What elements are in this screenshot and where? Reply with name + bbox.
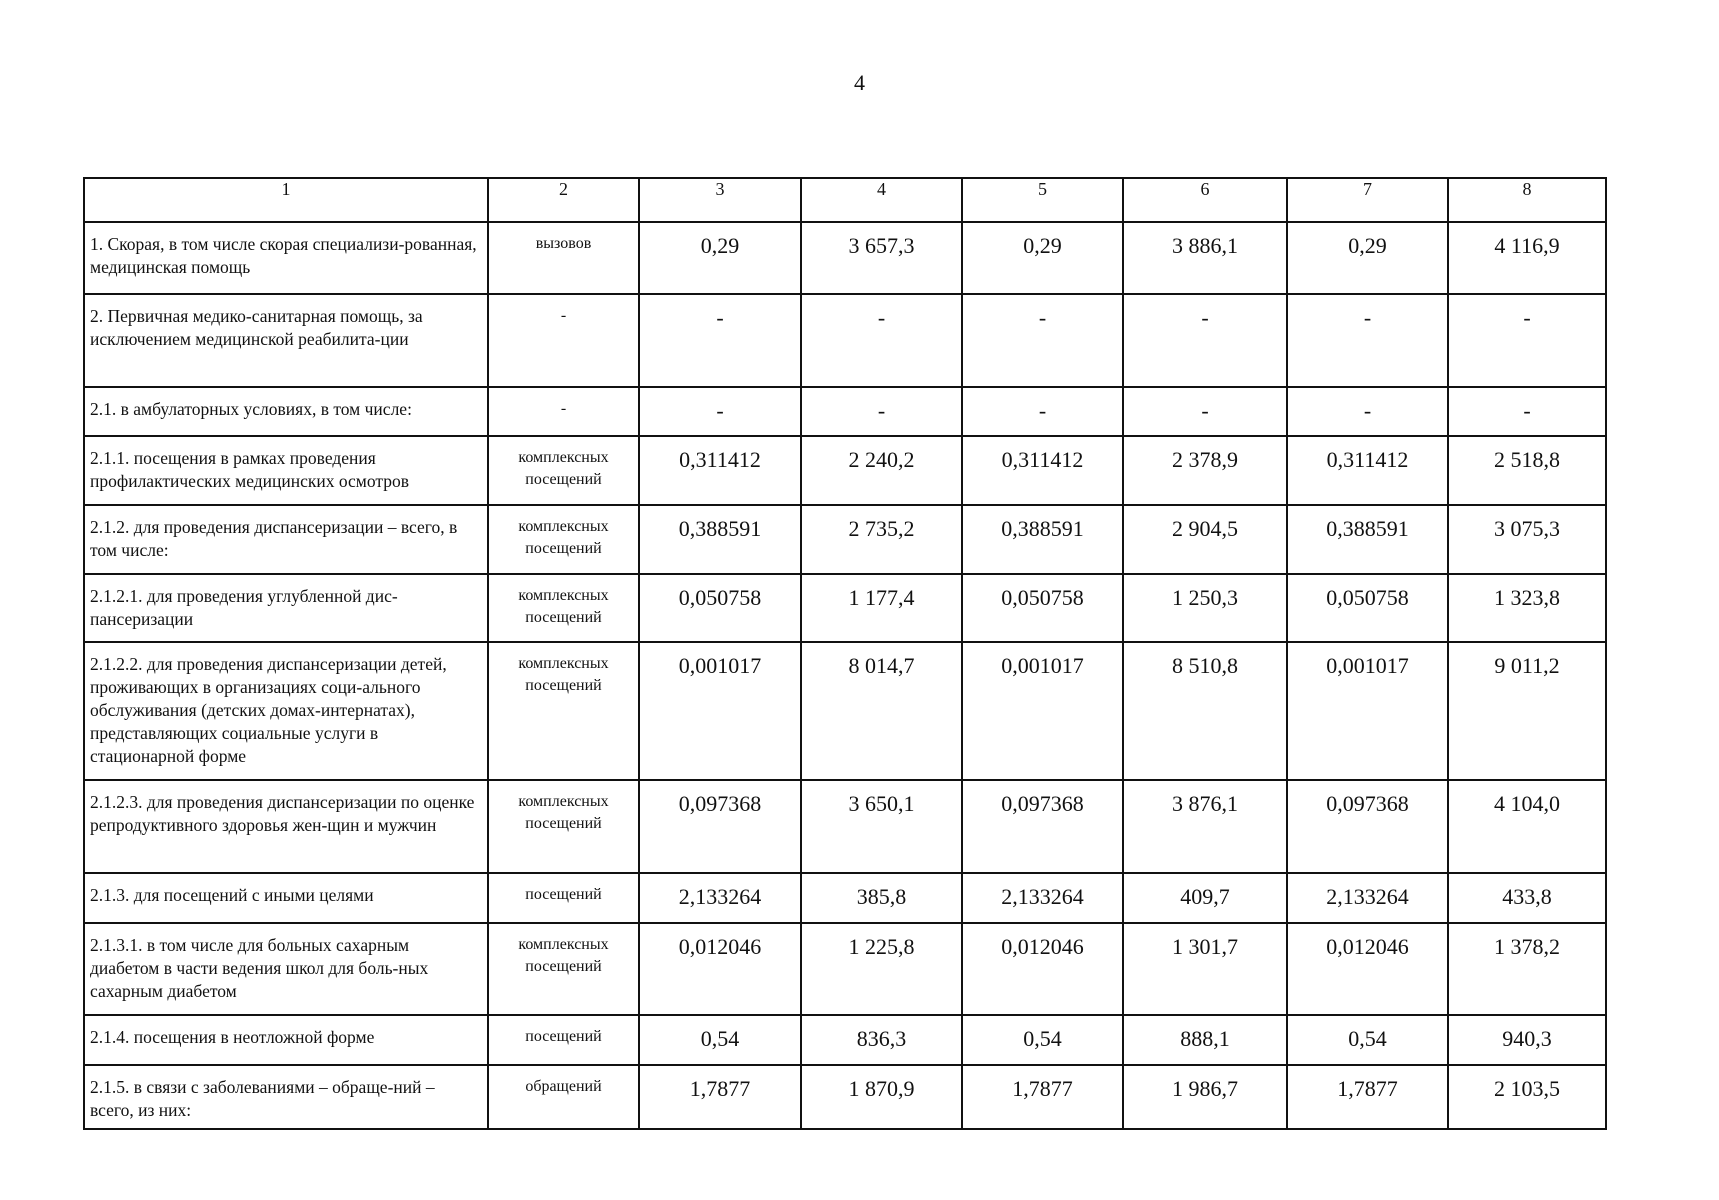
value-cell: - <box>801 294 962 387</box>
header-cell: 5 <box>962 178 1123 222</box>
value-cell: 0,311412 <box>962 436 1123 505</box>
data-table <box>83 177 1607 1130</box>
value-cell: 1,7877 <box>639 1065 801 1129</box>
header-cell: 6 <box>1123 178 1287 222</box>
value-cell: 1,7877 <box>1287 1065 1448 1129</box>
row-unit: вызовов <box>488 222 639 294</box>
value-cell: 3 650,1 <box>801 780 962 873</box>
value-cell: 3 657,3 <box>801 222 962 294</box>
row-name: 2.1.2.2. для проведения диспансеризации детей, проживающих в организациях соци-ального обслуживания (детских домах-интернатах), представляющих социальные услуги в стационарной форме <box>84 642 488 780</box>
row-name: 2.1.2.3. для проведения диспансеризации по оценке репродуктивного здоровья жен-щин и мужчин <box>84 780 488 873</box>
table-row <box>84 873 1606 923</box>
value-cell: 0,001017 <box>962 642 1123 780</box>
value-cell: 385,8 <box>801 873 962 923</box>
header-cell: 1 <box>84 178 488 222</box>
value-cell: - <box>1287 294 1448 387</box>
value-cell: 0,050758 <box>1287 574 1448 642</box>
value-cell: 1 986,7 <box>1123 1065 1287 1129</box>
value-cell: 2 735,2 <box>801 505 962 574</box>
value-cell: 0,54 <box>962 1015 1123 1065</box>
value-cell: 0,001017 <box>1287 642 1448 780</box>
value-cell: 2,133264 <box>962 873 1123 923</box>
table-row <box>84 222 1606 294</box>
header-row <box>84 178 1606 222</box>
value-cell: - <box>1123 294 1287 387</box>
row-unit: посещений <box>488 1015 639 1065</box>
value-cell: 1 323,8 <box>1448 574 1606 642</box>
value-cell: 2,133264 <box>639 873 801 923</box>
value-cell: 0,097368 <box>1287 780 1448 873</box>
value-cell: 0,050758 <box>639 574 801 642</box>
value-cell: 2 904,5 <box>1123 505 1287 574</box>
value-cell: 0,012046 <box>1287 923 1448 1015</box>
row-name: 2.1.4. посещения в неотложной форме <box>84 1015 488 1065</box>
value-cell: 2,133264 <box>1287 873 1448 923</box>
value-cell: - <box>801 387 962 436</box>
value-cell: 1,7877 <box>962 1065 1123 1129</box>
value-cell: 1 301,7 <box>1123 923 1287 1015</box>
row-name: 2.1.5. в связи с заболеваниями – обраще-ний – всего, из них: <box>84 1065 488 1129</box>
table-row <box>84 436 1606 505</box>
value-cell: 0,29 <box>1287 222 1448 294</box>
value-cell: 2 240,2 <box>801 436 962 505</box>
value-cell: 3 075,3 <box>1448 505 1606 574</box>
value-cell: 0,311412 <box>1287 436 1448 505</box>
value-cell: 1 870,9 <box>801 1065 962 1129</box>
value-cell: 0,311412 <box>639 436 801 505</box>
row-unit: комплексных посещений <box>488 780 639 873</box>
header-cell: 8 <box>1448 178 1606 222</box>
row-unit: комплексных посещений <box>488 505 639 574</box>
table-row <box>84 387 1606 436</box>
value-cell: 409,7 <box>1123 873 1287 923</box>
value-cell: 888,1 <box>1123 1015 1287 1065</box>
value-cell: 0,29 <box>639 222 801 294</box>
value-cell: 1 177,4 <box>801 574 962 642</box>
header-cell: 3 <box>639 178 801 222</box>
value-cell: - <box>1287 387 1448 436</box>
value-cell: 0,388591 <box>962 505 1123 574</box>
row-name: 2.1.3. для посещений с иными целями <box>84 873 488 923</box>
row-name: 2.1. в амбулаторных условиях, в том числе: <box>84 387 488 436</box>
value-cell: 1 225,8 <box>801 923 962 1015</box>
value-cell: 8 014,7 <box>801 642 962 780</box>
value-cell: - <box>962 387 1123 436</box>
value-cell: 1 378,2 <box>1448 923 1606 1015</box>
value-cell: 0,097368 <box>639 780 801 873</box>
value-cell: - <box>962 294 1123 387</box>
row-unit: комплексных посещений <box>488 642 639 780</box>
value-cell: 4 104,0 <box>1448 780 1606 873</box>
value-cell: 940,3 <box>1448 1015 1606 1065</box>
value-cell: 836,3 <box>801 1015 962 1065</box>
value-cell: - <box>1448 294 1606 387</box>
table-row <box>84 574 1606 642</box>
row-unit: - <box>488 387 639 436</box>
value-cell: 0,012046 <box>639 923 801 1015</box>
table-row <box>84 923 1606 1015</box>
value-cell: 3 886,1 <box>1123 222 1287 294</box>
value-cell: - <box>1448 387 1606 436</box>
value-cell: 2 518,8 <box>1448 436 1606 505</box>
value-cell: - <box>1123 387 1287 436</box>
value-cell: 0,54 <box>639 1015 801 1065</box>
row-name: 2.1.3.1. в том числе для больных сахарным диабетом в части ведения школ для боль-ных сахарным диабетом <box>84 923 488 1015</box>
row-name: 2.1.1. посещения в рамках проведения профилактических медицинских осмотров <box>84 436 488 505</box>
table-row <box>84 1015 1606 1065</box>
value-cell: 2 103,5 <box>1448 1065 1606 1129</box>
value-cell: 0,097368 <box>962 780 1123 873</box>
value-cell: 1 250,3 <box>1123 574 1287 642</box>
value-cell: - <box>639 294 801 387</box>
value-cell: 0,388591 <box>1287 505 1448 574</box>
table-row <box>84 642 1606 780</box>
value-cell: 0,001017 <box>639 642 801 780</box>
value-cell: 0,54 <box>1287 1015 1448 1065</box>
header-cell: 7 <box>1287 178 1448 222</box>
row-unit: комплексных посещений <box>488 436 639 505</box>
row-unit: обращений <box>488 1065 639 1129</box>
value-cell: 0,012046 <box>962 923 1123 1015</box>
row-unit: посещений <box>488 873 639 923</box>
header-cell: 2 <box>488 178 639 222</box>
row-name: 1. Скорая, в том числе скорая специализи-рованная, медицинская помощь <box>84 222 488 294</box>
value-cell: 433,8 <box>1448 873 1606 923</box>
header-cell: 4 <box>801 178 962 222</box>
table-row <box>84 505 1606 574</box>
value-cell: 0,29 <box>962 222 1123 294</box>
table-row <box>84 780 1606 873</box>
value-cell: 2 378,9 <box>1123 436 1287 505</box>
table-row <box>84 294 1606 387</box>
row-name: 2. Первичная медико-санитарная помощь, за исключением медицинской реабилита-ции <box>84 294 488 387</box>
row-unit: комплексных посещений <box>488 574 639 642</box>
value-cell: 4 116,9 <box>1448 222 1606 294</box>
value-cell: - <box>639 387 801 436</box>
row-unit: - <box>488 294 639 387</box>
value-cell: 9 011,2 <box>1448 642 1606 780</box>
page-number: 4 <box>854 70 865 95</box>
value-cell: 8 510,8 <box>1123 642 1287 780</box>
value-cell: 3 876,1 <box>1123 780 1287 873</box>
row-name: 2.1.2. для проведения диспансеризации – всего, в том числе: <box>84 505 488 574</box>
row-name: 2.1.2.1. для проведения углубленной дис-пансеризации <box>84 574 488 642</box>
value-cell: 0,388591 <box>639 505 801 574</box>
value-cell: 0,050758 <box>962 574 1123 642</box>
row-unit: комплексных посещений <box>488 923 639 1015</box>
table-row <box>84 1065 1606 1129</box>
